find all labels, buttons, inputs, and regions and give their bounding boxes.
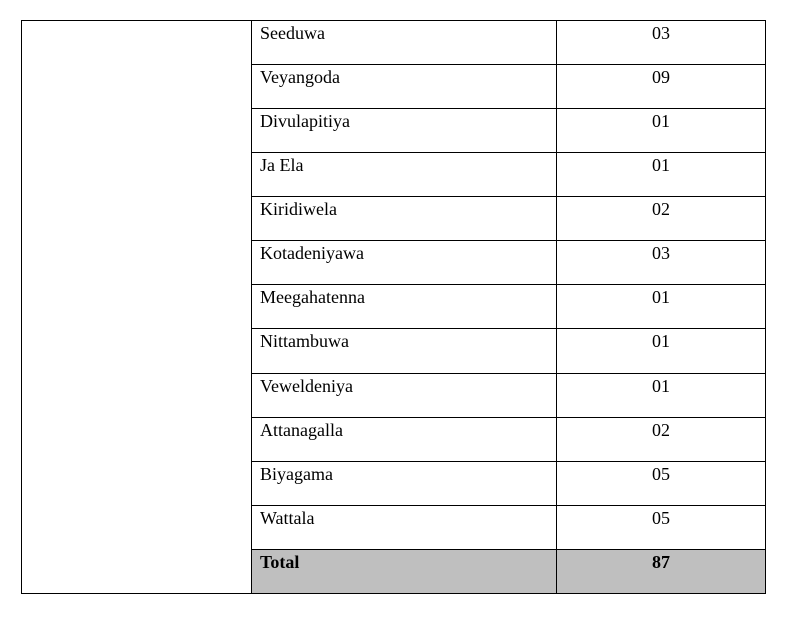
table-row	[22, 21, 766, 65]
table-body	[22, 21, 766, 594]
count-cell: 05	[557, 505, 766, 549]
total-value-cell: 87	[557, 549, 766, 593]
location-name-cell: Veyangoda	[252, 65, 557, 109]
location-name-cell: Biyagama	[252, 461, 557, 505]
count-cell: 01	[557, 285, 766, 329]
total-label-cell: Total	[252, 549, 557, 593]
count-cell: 01	[557, 153, 766, 197]
data-table	[21, 20, 766, 594]
count-cell: 03	[557, 241, 766, 285]
count-cell: 03	[557, 21, 766, 65]
location-name-cell: Kiridiwela	[252, 197, 557, 241]
count-cell: 02	[557, 417, 766, 461]
location-name-cell: Seeduwa	[252, 21, 557, 65]
location-name-cell: Wattala	[252, 505, 557, 549]
location-name-cell: Divulapitiya	[252, 109, 557, 153]
count-cell: 01	[557, 329, 766, 373]
location-name-cell: Veweldeniya	[252, 373, 557, 417]
count-cell: 09	[557, 65, 766, 109]
count-cell: 02	[557, 197, 766, 241]
location-name-cell: Nittambuwa	[252, 329, 557, 373]
count-cell: 05	[557, 461, 766, 505]
count-cell: 01	[557, 109, 766, 153]
location-name-cell: Meegahatenna	[252, 285, 557, 329]
location-name-cell: Kotadeniyawa	[252, 241, 557, 285]
location-name-cell: Attanagalla	[252, 417, 557, 461]
count-cell: 01	[557, 373, 766, 417]
merged-blank-cell	[22, 21, 252, 594]
location-name-cell: Ja Ela	[252, 153, 557, 197]
